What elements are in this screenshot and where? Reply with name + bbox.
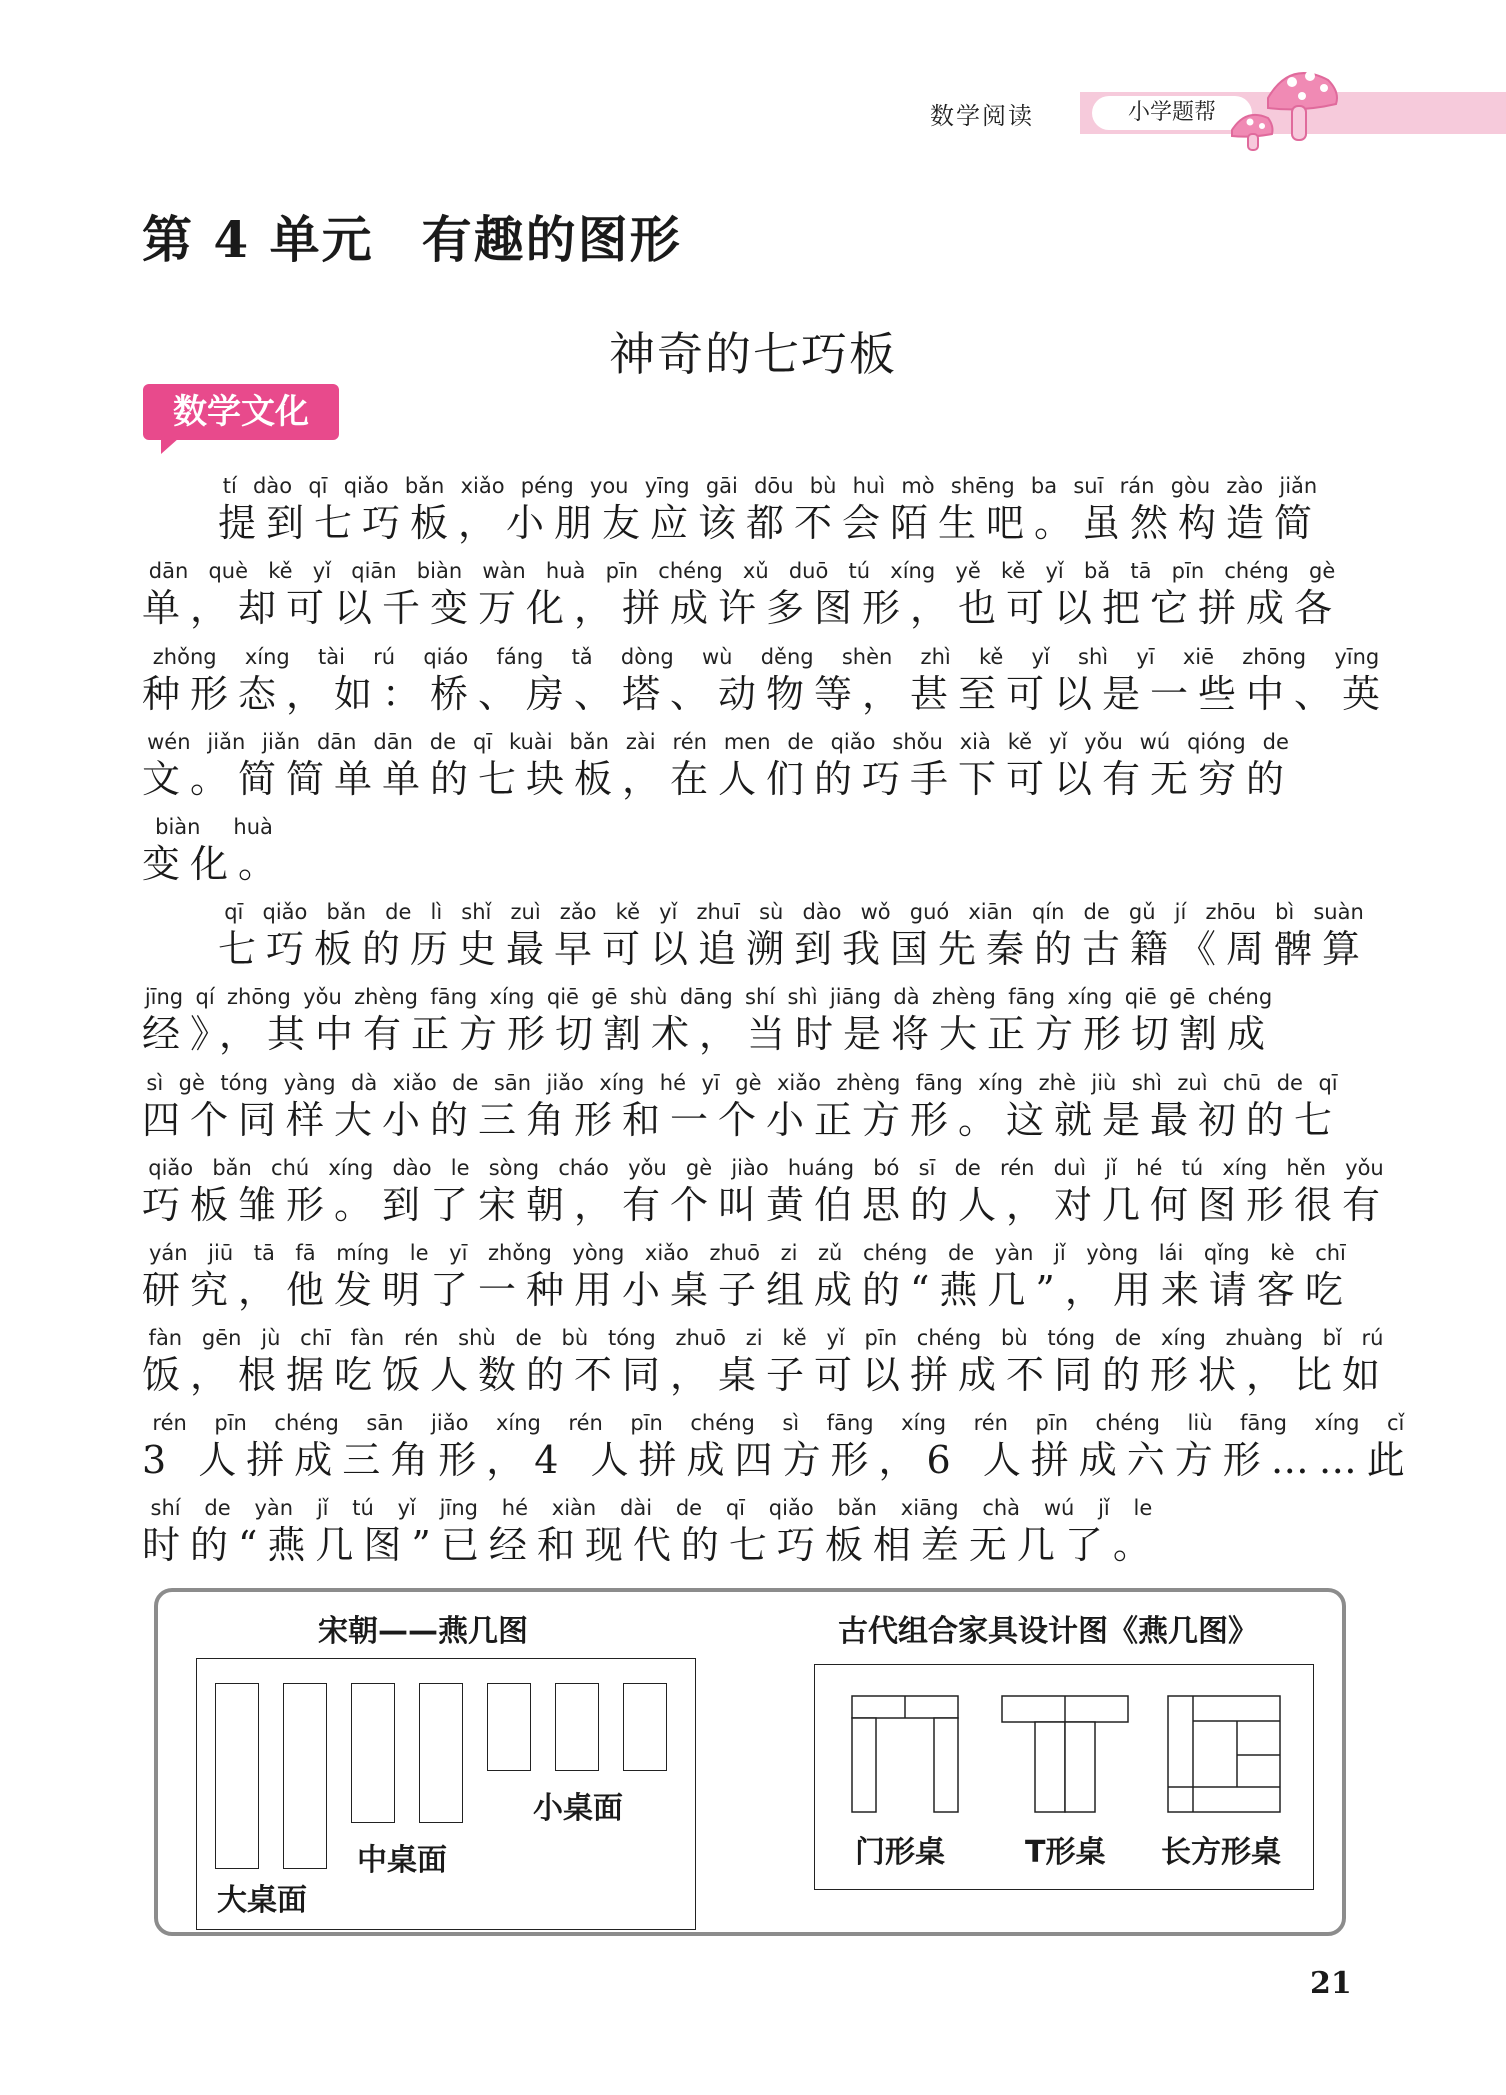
text-line-chars: 单，却可以千变万化，拼成许多图形，也可以把它拼成各 (142, 586, 1343, 631)
text-line-chars: 时的“燕几图”已经和现代的七巧板相差无几了。 (142, 1523, 1161, 1568)
text-line-chars: 研究，他发明了一种用小桌子组成的“燕几”，用来请客吃 (142, 1267, 1353, 1312)
men-table-label: 门形桌 (855, 1835, 945, 1870)
text-line (142, 632, 1391, 717)
header-tag: 小学题帮 (1092, 96, 1252, 130)
text-line-chars: 提到七巧板，小朋友应该都不会陌生吧。虽然构造简 (218, 501, 1323, 546)
large-table-plate (215, 1683, 259, 1869)
furniture-design-frame (814, 1664, 1314, 1890)
medium-table-plate (419, 1683, 463, 1823)
yanji-figure (154, 1588, 1346, 1936)
text-line (142, 973, 1364, 1058)
header-section-name: 数学阅读 (930, 102, 1034, 130)
t-table-diagram (1001, 1695, 1129, 1813)
medium-table-label: 中桌面 (357, 1843, 447, 1878)
unit-title (142, 200, 682, 272)
t-table-label: T形桌 (1025, 1835, 1106, 1870)
pinyin-line: biàn huà (142, 814, 287, 839)
text-line (142, 1058, 1364, 1143)
text-line-chars: 四个同样大小的三角形和一个小正方形。这就是最初的七 (142, 1097, 1343, 1142)
text-line-chars: 巧板雏形。到了宋朝，有个叫黄伯思的人，对几何图形很有 (142, 1182, 1391, 1227)
pinyin-line: shí de yàn jǐ tú yǐ jīng hé xiàn dài de qī qiǎo bǎn xiāng chà wú jǐ le (142, 1496, 1161, 1521)
pinyin-line: jīng qí zhōng yǒu zhèng fāng xíng qiē gē shù dāng shí shì jiāng dà zhèng fāng xíng qiē gē chéng (142, 985, 1275, 1010)
page-number: 21 (1310, 1966, 1352, 2001)
small-table-label: 小桌面 (533, 1791, 623, 1826)
text-line (142, 1314, 1391, 1399)
small-table-plate (487, 1683, 531, 1771)
text-line-chars: 经》，其中有正方形切割术，当时是将大正方形切割成 (142, 1012, 1276, 1057)
article-body (142, 462, 1415, 1569)
pinyin-line: tí dào qī qiǎo bǎn xiǎo péng you yīng gāi dōu bù huì mò shēng ba suī rán gòu zào jiǎn (218, 474, 1322, 499)
pinyin-line: zhǒng xíng tài rú qiáo fáng tǎ dòng wù děng shèn zhì kě yǐ shì yī xiē zhōng yīng (142, 644, 1390, 669)
left-figure-title: 宋朝——燕几图 (318, 1614, 528, 1649)
pinyin-line: qiǎo bǎn chú xíng dào le sòng cháo yǒu gè jiào huáng bó sī de rén duì jǐ hé tú xíng hěn yǒu (142, 1155, 1390, 1180)
text-line-chars: 饭，根据吃饭人数的不同，桌子可以拼成不同的形状，比如 (142, 1353, 1391, 1398)
text-line (142, 1484, 1364, 1569)
text-line (142, 888, 1371, 973)
pinyin-line: yán jiū tā fā míng le yī zhǒng yòng xiǎo zhuō zi zǔ chéng de yàn jǐ yòng lái qǐng kè chī (142, 1240, 1353, 1265)
text-line (142, 1144, 1391, 1229)
text-line-chars: 变化。 (142, 841, 287, 886)
text-line (142, 803, 1364, 888)
medium-table-plate (351, 1683, 395, 1823)
pinyin-line: dān què kě yǐ qiān biàn wàn huà pīn chéng xǔ duō tú xíng yě kě yǐ bǎ tā pīn chéng gè (142, 559, 1343, 584)
pinyin-line: fàn gēn jù chī fàn rén shù de bù tóng zhuō zi kě yǐ pīn chéng bù tóng de xíng zhuàng bǐ rú (142, 1326, 1391, 1351)
pinyin-line: qī qiǎo bǎn de lì shǐ zuì zǎo kě yǐ zhuī sù dào wǒ guó xiān qín de gǔ jí zhōu bì suàn (218, 900, 1371, 925)
mushroom-icon (1228, 52, 1348, 152)
section-badge: 数学文化 (143, 384, 339, 440)
small-table-plate (623, 1683, 667, 1771)
song-yanji-frame (196, 1658, 696, 1930)
text-line-chars: 种形态，如：桥、房、塔、动物等，甚至可以是一些中、英 (142, 671, 1391, 716)
small-table-plate (555, 1683, 599, 1771)
rect-table-diagram (1167, 1695, 1281, 1813)
text-line-chars: 文。简简单单的七块板，在人们的巧手下可以有无穷的 (142, 756, 1295, 801)
text-line-chars: 七巧板的历史最早可以追溯到我国先秦的古籍《周髀算 (218, 927, 1371, 972)
right-figure-title: 古代组合家具设计图《燕几图》 (838, 1614, 1258, 1649)
text-line (142, 1399, 1415, 1484)
text-line-chars: 3 人拼成三角形，4 人拼成四方形，6 人拼成六方形……此 (142, 1438, 1415, 1483)
rect-table-label: 长方形桌 (1161, 1835, 1281, 1870)
text-line (142, 1229, 1364, 1314)
large-table-plate (283, 1683, 327, 1869)
large-table-label: 大桌面 (217, 1883, 307, 1918)
text-line (142, 462, 1364, 547)
article-title: 神奇的七巧板 (609, 327, 897, 381)
text-line (142, 718, 1364, 803)
pinyin-line: wén jiǎn jiǎn dān dān de qī kuài bǎn zài rén men de qiǎo shǒu xià kě yǐ yǒu wú qióng de (142, 729, 1294, 754)
pinyin-line: rén pīn chéng sān jiǎo xíng rén pīn chéng sì fāng xíng rén pīn chéng liù fāng xíng cǐ (142, 1411, 1415, 1436)
unit-number: 第 4 单元 (142, 210, 374, 269)
men-table-diagram (851, 1695, 959, 1813)
pinyin-line: sì gè tóng yàng dà xiǎo de sān jiǎo xíng hé yī gè xiǎo zhèng fāng xíng zhè jiù shì zuì chū de qī (142, 1070, 1342, 1095)
unit-name: 有趣的图形 (421, 210, 682, 269)
text-line (142, 547, 1364, 632)
